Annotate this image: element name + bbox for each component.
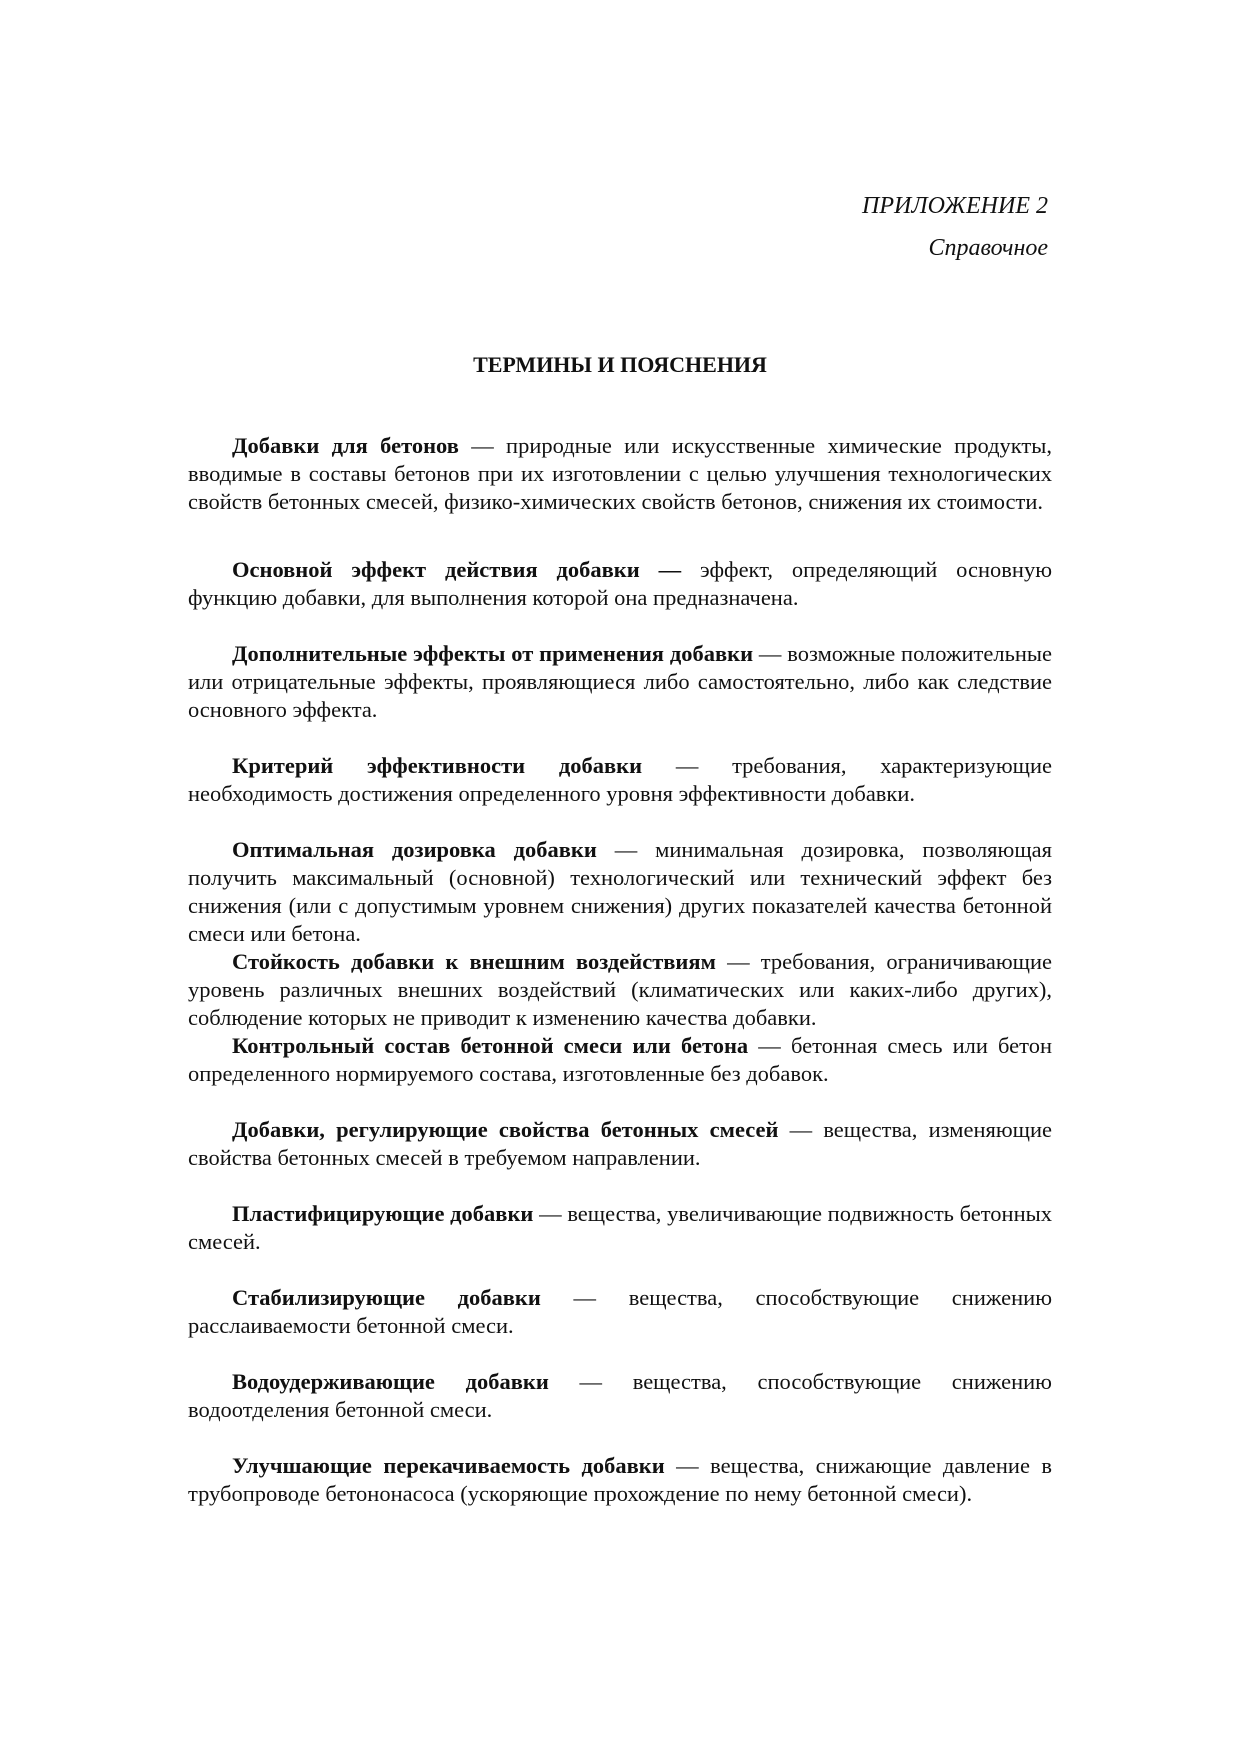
term-name: Стойкость добавки к внешним воздействиям	[232, 949, 716, 974]
term-separator: —	[778, 1117, 824, 1142]
term-entry	[188, 640, 1052, 724]
term-entry	[188, 1452, 1052, 1508]
term-name: Стабилизирующие добавки	[232, 1285, 541, 1310]
term-separator: —	[715, 949, 761, 974]
appendix-number: ПРИЛОЖЕНИЕ 2	[862, 193, 1048, 219]
term-entry	[188, 1116, 1052, 1172]
term-definition: вещества, снижающие давление в трубопроводе бетононасоса (ускоряющие прохождение по нему бетонной смеси).	[188, 1453, 1053, 1506]
term-definition: вещества, способствующие снижению водоотделения бетонной смеси.	[188, 1369, 1052, 1422]
term-separator: —	[533, 1201, 568, 1226]
appendix-type: Справочное	[928, 235, 1048, 261]
terms-list	[188, 432, 1052, 1508]
term-definition: минимальная дозировка, позволяющая получить максимальный (основной) технологический или технический эффект без снижения (или с допустимым уровнем снижения) других показателей качества бетонной смеси или бетона.	[188, 837, 1052, 946]
term-separator: —	[753, 641, 788, 666]
term-name: Оптимальная дозировка добавки	[232, 837, 597, 862]
term-separator: —	[458, 433, 507, 458]
term-entry	[188, 432, 1052, 516]
term-name: Водоудерживающие добавки	[232, 1369, 549, 1394]
term-definition: природные или искусственные химические продукты, вводимые в составы бетонов при их изготовлении с целью улучшения технологических свойств бетонных смесей, физико-химических свойств бетонов, снижения их стоимости.	[188, 433, 1052, 514]
term-separator: —	[548, 1369, 633, 1394]
term-entry	[188, 1368, 1052, 1424]
term-name: Основной эффект действия добавки —	[232, 557, 682, 582]
appendix-header	[862, 188, 1048, 266]
term-separator: —	[748, 1033, 791, 1058]
term-name: Критерий эффективности добавки	[232, 753, 643, 778]
term-definition: вещества, увеличивающие подвижность бетонных смесей.	[188, 1201, 1053, 1254]
term-definition: возможные положительные или отрицательные эффекты, проявляющиеся либо самостоятельно, либо как следствие основного эффекта.	[188, 641, 1053, 722]
term-definition: эффект, определяющий основную функцию добавки, для выполнения которой она предназначена.	[188, 557, 1052, 610]
term-entry	[188, 556, 1052, 612]
term-definition: требования, ограничивающие уровень различных внешних воздействий (климатических или каких-либо других), соблюдение которых не приводит к изменению качества добавки.	[188, 949, 1053, 1030]
term-name: Добавки для бетонов	[232, 433, 459, 458]
term-name: Пластифицирующие добавки	[232, 1201, 534, 1226]
term-entry	[188, 1284, 1052, 1340]
term-separator: —	[664, 1453, 711, 1478]
term-definition: бетонная смесь или бетон определенного нормируемого состава, изготовленные без добавок.	[188, 1033, 1052, 1086]
term-name: Контрольный состав бетонной смеси или бетона	[232, 1033, 749, 1058]
term-entry	[188, 1200, 1052, 1256]
term-separator: —	[540, 1285, 629, 1310]
term-name: Дополнительные эффекты от применения добавки	[232, 641, 754, 666]
term-entry	[188, 752, 1052, 808]
term-entry	[188, 948, 1052, 1032]
term-definition: требования, характеризующие необходимость достижения определенного уровня эффективности добавки.	[188, 753, 1052, 806]
term-separator	[681, 557, 700, 582]
page-title: ТЕРМИНЫ И ПОЯСНЕНИЯ	[473, 352, 767, 377]
term-definition: вещества, способствующие снижению расслаиваемости бетонной смеси.	[188, 1285, 1053, 1338]
term-name: Улучшающие перекачиваемость добавки	[232, 1453, 665, 1478]
term-name: Добавки, регулирующие свойства бетонных смесей	[232, 1117, 779, 1142]
term-entry	[188, 1032, 1052, 1088]
term-separator: —	[642, 753, 733, 778]
term-separator: —	[596, 837, 656, 862]
term-entry	[188, 836, 1052, 948]
term-definition: вещества, изменяющие свойства бетонных смесей в требуемом направлении.	[188, 1117, 1053, 1170]
